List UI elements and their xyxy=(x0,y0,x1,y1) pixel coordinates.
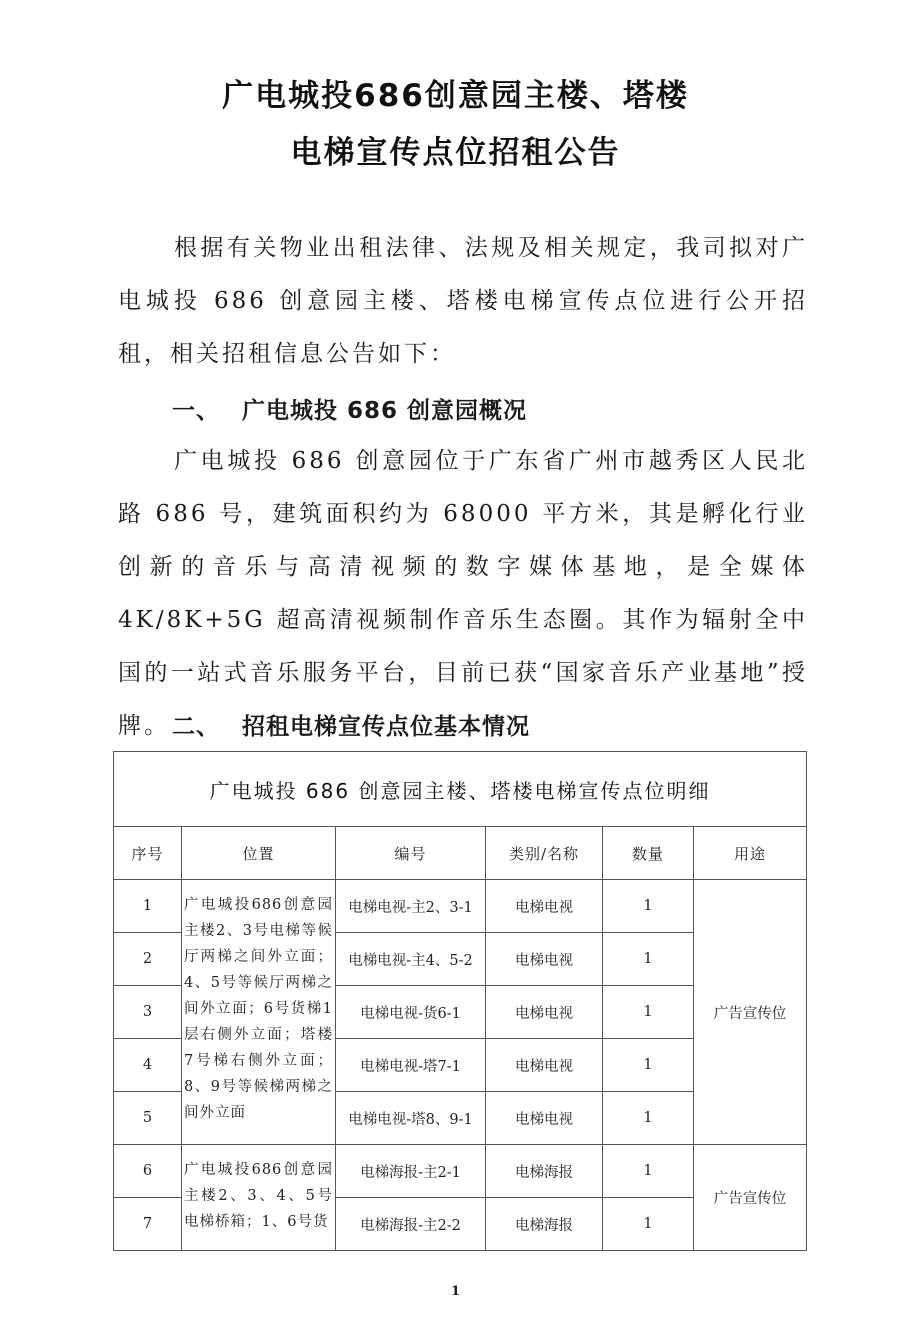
table-row xyxy=(114,1145,807,1198)
cell-category: 电梯电视 xyxy=(486,1039,603,1092)
cell-location-group-1: 广电城投686创意园主楼2、3号电梯等候厅两梯之间外立面；4、5号等候厅两梯之间外立面；6号货梯1层右侧外立面；塔楼7号梯右侧外立面；8、9号等候梯两梯之间外立面 xyxy=(182,880,336,1145)
cell-quantity: 1 xyxy=(603,933,694,986)
page-number: 1 xyxy=(450,1284,461,1299)
table-row xyxy=(114,880,807,933)
cell-code: 电梯电视-塔7-1 xyxy=(336,1039,486,1092)
cell-no: 5 xyxy=(114,1092,182,1145)
header-quantity: 数量 xyxy=(603,827,694,880)
cell-usage-group-1: 广告宣传位 xyxy=(694,880,807,1145)
cell-category: 电梯海报 xyxy=(486,1198,603,1251)
cell-quantity: 1 xyxy=(603,880,694,933)
cell-code: 电梯海报-主2-1 xyxy=(336,1145,486,1198)
cell-no: 7 xyxy=(114,1198,182,1251)
section-1-heading xyxy=(172,392,527,425)
header-location: 位置 xyxy=(182,827,336,880)
section-2-heading xyxy=(172,708,530,741)
cell-quantity: 1 xyxy=(603,1092,694,1145)
title-line-1: 广电城投686创意园主楼、塔楼 xyxy=(222,78,689,114)
cell-quantity: 1 xyxy=(603,1198,694,1251)
table-caption-row xyxy=(114,752,807,827)
cell-category: 电梯海报 xyxy=(486,1145,603,1198)
header-usage: 用途 xyxy=(694,827,807,880)
cell-category: 电梯电视 xyxy=(486,933,603,986)
cell-no: 4 xyxy=(114,1039,182,1092)
cell-location-group-2: 广电城投686创意园主楼2、3、4、5号电梯桥箱；1、6号货 xyxy=(182,1145,336,1251)
cell-quantity: 1 xyxy=(603,1145,694,1198)
cell-no: 1 xyxy=(114,880,182,933)
cell-code: 电梯电视-塔8、9-1 xyxy=(336,1092,486,1145)
header-category: 类别/名称 xyxy=(486,827,603,880)
table-caption: 广电城投 686 创意园主楼、塔楼电梯宣传点位明细 xyxy=(114,752,807,827)
positions-table xyxy=(113,751,807,1251)
section-1-body: 广电城投 686 创意园位于广东省广州市越秀区人民北路 686 号，建筑面积约为 68000 平方米，其是孵化行业创新的音乐与高清视频的数字媒体基地，是全媒体 4K/8K+5G 超高清视频制作音乐生态圈。其作为辐射全中国的一站式音乐服务平台，目前已获“国家音乐产业基地”授牌。 xyxy=(118,448,808,739)
cell-code: 电梯海报-主2-2 xyxy=(336,1198,486,1251)
cell-category: 电梯电视 xyxy=(486,986,603,1039)
cell-no: 3 xyxy=(114,986,182,1039)
header-no: 序号 xyxy=(114,827,182,880)
table-header-row xyxy=(114,827,807,880)
cell-code: 电梯电视-主2、3-1 xyxy=(336,880,486,933)
cell-no: 2 xyxy=(114,933,182,986)
cell-category: 电梯电视 xyxy=(486,1092,603,1145)
header-code: 编号 xyxy=(336,827,486,880)
title-line-2: 电梯宣传点位招租公告 xyxy=(290,135,621,171)
cell-quantity: 1 xyxy=(603,1039,694,1092)
section-2-title: 招租电梯宣传点位基本情况 xyxy=(242,714,530,740)
intro-paragraph: 根据有关物业出租法律、法规及相关规定，我司拟对广电城投 686 创意园主楼、塔楼电梯宣传点位进行公开招租，相关招租信息公告如下： xyxy=(118,235,808,367)
section-2-number: 二、 xyxy=(172,714,220,740)
cell-category: 电梯电视 xyxy=(486,880,603,933)
cell-quantity: 1 xyxy=(603,986,694,1039)
cell-no: 6 xyxy=(114,1145,182,1198)
section-1-title: 广电城投 686 创意园概况 xyxy=(242,398,528,424)
cell-usage-group-2: 广告宣传位 xyxy=(694,1145,807,1251)
section-1-number: 一、 xyxy=(172,398,220,424)
cell-code: 电梯电视-主4、5-2 xyxy=(336,933,486,986)
cell-code: 电梯电视-货6-1 xyxy=(336,986,486,1039)
